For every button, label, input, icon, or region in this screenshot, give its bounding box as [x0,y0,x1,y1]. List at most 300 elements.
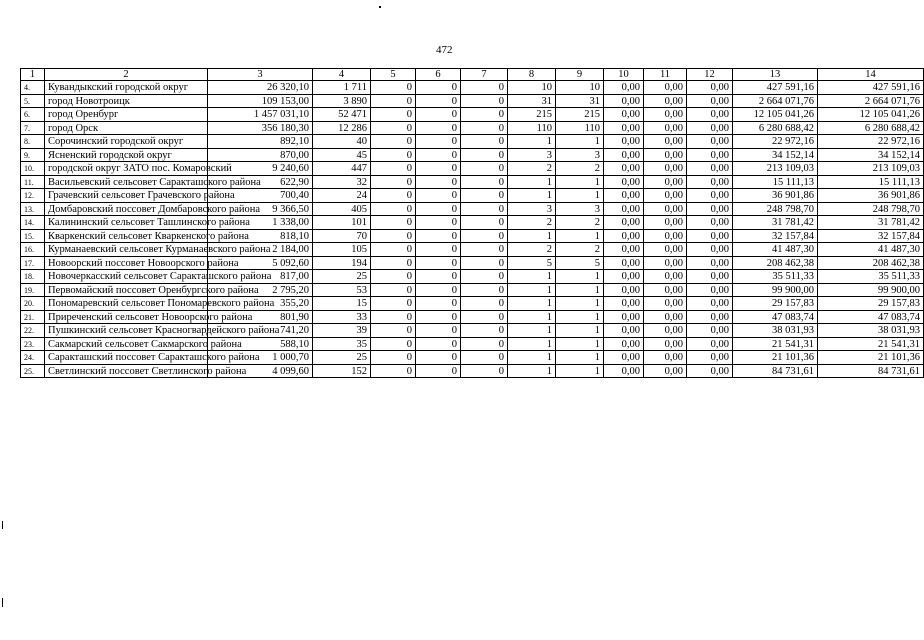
col-12-value: 0,00 [687,270,733,284]
col-13-value: 35 511,33 [733,270,818,284]
col-7-value: 0 [461,135,508,149]
col-14-value: 41 487,30 [818,243,924,257]
col-10-value: 0,00 [604,175,644,189]
col-13-value: 22 972,16 [733,135,818,149]
col-14-value: 47 083,74 [818,310,924,324]
col-7-value: 0 [461,337,508,351]
col-11-value: 0,00 [644,337,687,351]
col-6-value: 0 [416,337,461,351]
column-number: 7 [461,69,508,81]
col-9-value: 1 [556,175,604,189]
col-9-value: 1 [556,283,604,297]
col-13-value: 248 798,70 [733,202,818,216]
table-row [21,108,924,122]
municipality-name: Пономаревский сельсовет Пономаревского района [45,297,208,311]
col-10-value: 0,00 [604,256,644,270]
col-6-value: 0 [416,81,461,95]
col-8-value: 31 [508,94,556,108]
col-11-value: 0,00 [644,81,687,95]
col-10-value: 0,00 [604,81,644,95]
col-4-value: 194 [313,256,371,270]
column-number: 3 [208,69,313,81]
col-9-value: 215 [556,108,604,122]
column-number: 10 [604,69,644,81]
col-5-value: 0 [371,81,416,95]
municipality-name: Грачевский сельсовет Грачевского района [45,189,208,203]
col-14-value: 248 798,70 [818,202,924,216]
col-13-value: 38 031,93 [733,324,818,338]
municipality-name: город Новотроицк [45,94,208,108]
col-5-value: 0 [371,324,416,338]
table-row [21,135,924,149]
row-number: 4. [21,81,45,95]
col-3-value: 109 153,00 [208,94,313,108]
col-11-value: 0,00 [644,297,687,311]
col-4-value: 12 286 [313,121,371,135]
municipality-name: городской округ ЗАТО пос. Комаровский [45,162,208,176]
col-14-value: 213 109,03 [818,162,924,176]
col-6-value: 0 [416,243,461,257]
col-10-value: 0,00 [604,202,644,216]
col-6-value: 0 [416,175,461,189]
col-6-value: 0 [416,256,461,270]
col-4-value: 53 [313,283,371,297]
col-9-value: 1 [556,337,604,351]
col-14-value: 21 101,36 [818,351,924,365]
col-5-value: 0 [371,351,416,365]
col-8-value: 215 [508,108,556,122]
col-9-value: 2 [556,243,604,257]
col-8-value: 1 [508,297,556,311]
col-13-value: 32 157,84 [733,229,818,243]
col-6-value: 0 [416,283,461,297]
col-10-value: 0,00 [604,270,644,284]
col-12-value: 0,00 [687,108,733,122]
col-7-value: 0 [461,175,508,189]
municipality-name: Саракташский поссовет Саракташского района [45,351,208,365]
col-11-value: 0,00 [644,121,687,135]
col-8-value: 1 [508,229,556,243]
col-4-value: 45 [313,148,371,162]
col-3-value: 741,20 [208,324,313,338]
col-6-value: 0 [416,94,461,108]
column-number: 6 [416,69,461,81]
col-12-value: 0,00 [687,94,733,108]
col-5-value: 0 [371,135,416,149]
row-number: 20. [21,297,45,311]
municipality-name: Новоорский поссовет Новоорского района [45,256,208,270]
col-11-value: 0,00 [644,256,687,270]
col-11-value: 0,00 [644,283,687,297]
col-13-value: 213 109,03 [733,162,818,176]
col-7-value: 0 [461,162,508,176]
col-10-value: 0,00 [604,283,644,297]
col-3-value: 9 240,60 [208,162,313,176]
col-5-value: 0 [371,297,416,311]
col-13-value: 208 462,38 [733,256,818,270]
col-11-value: 0,00 [644,270,687,284]
col-5-value: 0 [371,243,416,257]
col-3-value: 622,90 [208,175,313,189]
col-7-value: 0 [461,243,508,257]
table-row [21,364,924,378]
table-row [21,256,924,270]
municipality-name: Курманаевский сельсовет Курманаевского района [45,243,208,257]
col-9-value: 1 [556,297,604,311]
col-3-value: 4 099,60 [208,364,313,378]
table-row [21,351,924,365]
col-6-value: 0 [416,162,461,176]
row-number: 23. [21,337,45,351]
col-3-value: 588,10 [208,337,313,351]
col-12-value: 0,00 [687,216,733,230]
table-row [21,175,924,189]
column-number: 2 [45,69,208,81]
row-number: 10. [21,162,45,176]
row-number: 25. [21,364,45,378]
column-number-row [21,69,924,81]
col-4-value: 52 471 [313,108,371,122]
col-8-value: 2 [508,243,556,257]
table-row [21,243,924,257]
municipality-name: Приреченский сельсовет Новоорского района [45,310,208,324]
col-11-value: 0,00 [644,135,687,149]
col-8-value: 1 [508,337,556,351]
col-3-value: 817,00 [208,270,313,284]
col-11-value: 0,00 [644,148,687,162]
col-9-value: 10 [556,81,604,95]
col-14-value: 22 972,16 [818,135,924,149]
col-12-value: 0,00 [687,310,733,324]
col-4-value: 70 [313,229,371,243]
col-5-value: 0 [371,216,416,230]
col-5-value: 0 [371,162,416,176]
col-10-value: 0,00 [604,121,644,135]
column-number: 14 [818,69,924,81]
col-7-value: 0 [461,283,508,297]
col-8-value: 1 [508,364,556,378]
col-12-value: 0,00 [687,324,733,338]
row-number: 8. [21,135,45,149]
municipality-name: Кваркенский сельсовет Кваркенского района [45,229,208,243]
col-4-value: 39 [313,324,371,338]
col-6-value: 0 [416,310,461,324]
row-number: 24. [21,351,45,365]
table-row [21,229,924,243]
col-11-value: 0,00 [644,364,687,378]
col-11-value: 0,00 [644,175,687,189]
col-13-value: 84 731,61 [733,364,818,378]
col-3-value: 1 457 031,10 [208,108,313,122]
col-7-value: 0 [461,229,508,243]
table-row [21,202,924,216]
col-6-value: 0 [416,216,461,230]
table-row [21,94,924,108]
col-11-value: 0,00 [644,243,687,257]
col-7-value: 0 [461,108,508,122]
col-7-value: 0 [461,189,508,203]
col-8-value: 1 [508,351,556,365]
col-7-value: 0 [461,297,508,311]
col-4-value: 447 [313,162,371,176]
table-row [21,324,924,338]
col-10-value: 0,00 [604,297,644,311]
col-4-value: 35 [313,337,371,351]
col-9-value: 2 [556,162,604,176]
col-3-value: 818,10 [208,229,313,243]
col-8-value: 1 [508,189,556,203]
column-number: 11 [644,69,687,81]
col-14-value: 34 152,14 [818,148,924,162]
municipality-name: город Оренбург [45,108,208,122]
col-5-value: 0 [371,310,416,324]
col-3-value: 1 338,00 [208,216,313,230]
row-number: 14. [21,216,45,230]
row-number: 9. [21,148,45,162]
col-12-value: 0,00 [687,189,733,203]
col-11-value: 0,00 [644,324,687,338]
col-6-value: 0 [416,297,461,311]
table-row [21,189,924,203]
col-13-value: 2 664 071,76 [733,94,818,108]
col-10-value: 0,00 [604,94,644,108]
col-7-value: 0 [461,256,508,270]
col-7-value: 0 [461,324,508,338]
col-8-value: 1 [508,270,556,284]
col-13-value: 36 901,86 [733,189,818,203]
col-14-value: 427 591,16 [818,81,924,95]
col-12-value: 0,00 [687,297,733,311]
col-12-value: 0,00 [687,351,733,365]
col-4-value: 33 [313,310,371,324]
col-12-value: 0,00 [687,121,733,135]
col-12-value: 0,00 [687,148,733,162]
column-number: 5 [371,69,416,81]
col-5-value: 0 [371,364,416,378]
col-8-value: 10 [508,81,556,95]
col-3-value: 356 180,30 [208,121,313,135]
col-5-value: 0 [371,94,416,108]
col-6-value: 0 [416,270,461,284]
col-4-value: 3 890 [313,94,371,108]
col-6-value: 0 [416,135,461,149]
col-10-value: 0,00 [604,337,644,351]
row-number: 11. [21,175,45,189]
municipality-name: Сакмарский сельсовет Сакмарского района [45,337,208,351]
col-6-value: 0 [416,121,461,135]
col-3-value: 26 320,10 [208,81,313,95]
col-10-value: 0,00 [604,108,644,122]
table-row [21,162,924,176]
col-10-value: 0,00 [604,216,644,230]
col-10-value: 0,00 [604,189,644,203]
col-8-value: 5 [508,256,556,270]
row-number: 7. [21,121,45,135]
col-8-value: 1 [508,135,556,149]
table-row [21,297,924,311]
col-13-value: 21 541,31 [733,337,818,351]
col-14-value: 21 541,31 [818,337,924,351]
row-number: 5. [21,94,45,108]
column-number: 9 [556,69,604,81]
col-12-value: 0,00 [687,135,733,149]
row-number: 18. [21,270,45,284]
row-number: 22. [21,324,45,338]
col-13-value: 34 152,14 [733,148,818,162]
col-10-value: 0,00 [604,135,644,149]
municipality-name: Домбаровский поссовет Домбаровского района [45,202,208,216]
page-number: 472 [436,44,453,56]
column-number: 1 [21,69,45,81]
col-6-value: 0 [416,202,461,216]
col-8-value: 1 [508,324,556,338]
col-7-value: 0 [461,270,508,284]
col-5-value: 0 [371,189,416,203]
col-11-value: 0,00 [644,310,687,324]
col-13-value: 29 157,83 [733,297,818,311]
col-5-value: 0 [371,256,416,270]
col-4-value: 1 711 [313,81,371,95]
row-number: 16. [21,243,45,257]
scan-edge-mark [2,598,3,607]
col-7-value: 0 [461,202,508,216]
col-7-value: 0 [461,216,508,230]
col-9-value: 1 [556,310,604,324]
col-12-value: 0,00 [687,256,733,270]
col-5-value: 0 [371,121,416,135]
col-14-value: 38 031,93 [818,324,924,338]
row-number: 6. [21,108,45,122]
col-14-value: 6 280 688,42 [818,121,924,135]
col-4-value: 15 [313,297,371,311]
col-8-value: 3 [508,148,556,162]
col-10-value: 0,00 [604,148,644,162]
table-row [21,216,924,230]
col-10-value: 0,00 [604,310,644,324]
col-3-value: 870,00 [208,148,313,162]
col-3-value: 9 366,50 [208,202,313,216]
col-4-value: 101 [313,216,371,230]
col-9-value: 3 [556,202,604,216]
col-14-value: 84 731,61 [818,364,924,378]
scan-edge-mark [2,521,3,529]
col-14-value: 15 111,13 [818,175,924,189]
col-6-value: 0 [416,364,461,378]
col-11-value: 0,00 [644,189,687,203]
col-6-value: 0 [416,189,461,203]
col-14-value: 32 157,84 [818,229,924,243]
col-3-value: 355,20 [208,297,313,311]
col-11-value: 0,00 [644,202,687,216]
col-11-value: 0,00 [644,229,687,243]
col-11-value: 0,00 [644,162,687,176]
col-13-value: 6 280 688,42 [733,121,818,135]
table-row [21,337,924,351]
col-4-value: 25 [313,351,371,365]
col-14-value: 31 781,42 [818,216,924,230]
col-12-value: 0,00 [687,175,733,189]
col-13-value: 47 083,74 [733,310,818,324]
col-3-value: 5 092,60 [208,256,313,270]
table-row [21,121,924,135]
col-14-value: 208 462,38 [818,256,924,270]
col-5-value: 0 [371,283,416,297]
col-14-value: 29 157,83 [818,297,924,311]
municipality-name: Ясненский городской округ [45,148,208,162]
col-9-value: 1 [556,229,604,243]
col-9-value: 5 [556,256,604,270]
table-row [21,310,924,324]
col-13-value: 31 781,42 [733,216,818,230]
municipality-name: город Орск [45,121,208,135]
col-12-value: 0,00 [687,283,733,297]
row-number: 19. [21,283,45,297]
col-3-value: 801,90 [208,310,313,324]
col-9-value: 3 [556,148,604,162]
col-10-value: 0,00 [604,324,644,338]
col-7-value: 0 [461,94,508,108]
col-4-value: 32 [313,175,371,189]
col-6-value: 0 [416,324,461,338]
col-9-value: 1 [556,324,604,338]
col-7-value: 0 [461,121,508,135]
municipality-name: Первомайский поссовет Оренбургского района [45,283,208,297]
col-3-value: 2 795,20 [208,283,313,297]
data-table [20,68,924,378]
municipality-name: Пушкинский сельсовет Красногвардейского района [45,324,208,338]
col-7-value: 0 [461,81,508,95]
column-number: 12 [687,69,733,81]
col-14-value: 99 900,00 [818,283,924,297]
col-7-value: 0 [461,351,508,365]
column-number: 13 [733,69,818,81]
table-row [21,270,924,284]
col-10-value: 0,00 [604,243,644,257]
col-4-value: 105 [313,243,371,257]
col-5-value: 0 [371,270,416,284]
col-3-value: 2 184,00 [208,243,313,257]
table-row [21,283,924,297]
col-14-value: 12 105 041,26 [818,108,924,122]
col-12-value: 0,00 [687,81,733,95]
col-8-value: 1 [508,310,556,324]
col-4-value: 152 [313,364,371,378]
col-9-value: 1 [556,189,604,203]
col-3-value: 700,40 [208,189,313,203]
col-13-value: 21 101,36 [733,351,818,365]
scan-dot [379,6,381,8]
municipality-name: Калининский сельсовет Ташлинского района [45,216,208,230]
municipality-name: Новочеркасский сельсовет Саракташского района [45,270,208,284]
col-7-value: 0 [461,310,508,324]
col-14-value: 2 664 071,76 [818,94,924,108]
col-13-value: 12 105 041,26 [733,108,818,122]
row-number: 15. [21,229,45,243]
col-12-value: 0,00 [687,337,733,351]
col-10-value: 0,00 [604,351,644,365]
col-4-value: 40 [313,135,371,149]
col-4-value: 24 [313,189,371,203]
col-7-value: 0 [461,364,508,378]
col-13-value: 99 900,00 [733,283,818,297]
col-8-value: 3 [508,202,556,216]
municipality-name: Васильевский сельсовет Саракташского района [45,175,208,189]
col-6-value: 0 [416,229,461,243]
col-9-value: 31 [556,94,604,108]
table-row [21,81,924,95]
col-10-value: 0,00 [604,364,644,378]
col-3-value: 1 000,70 [208,351,313,365]
